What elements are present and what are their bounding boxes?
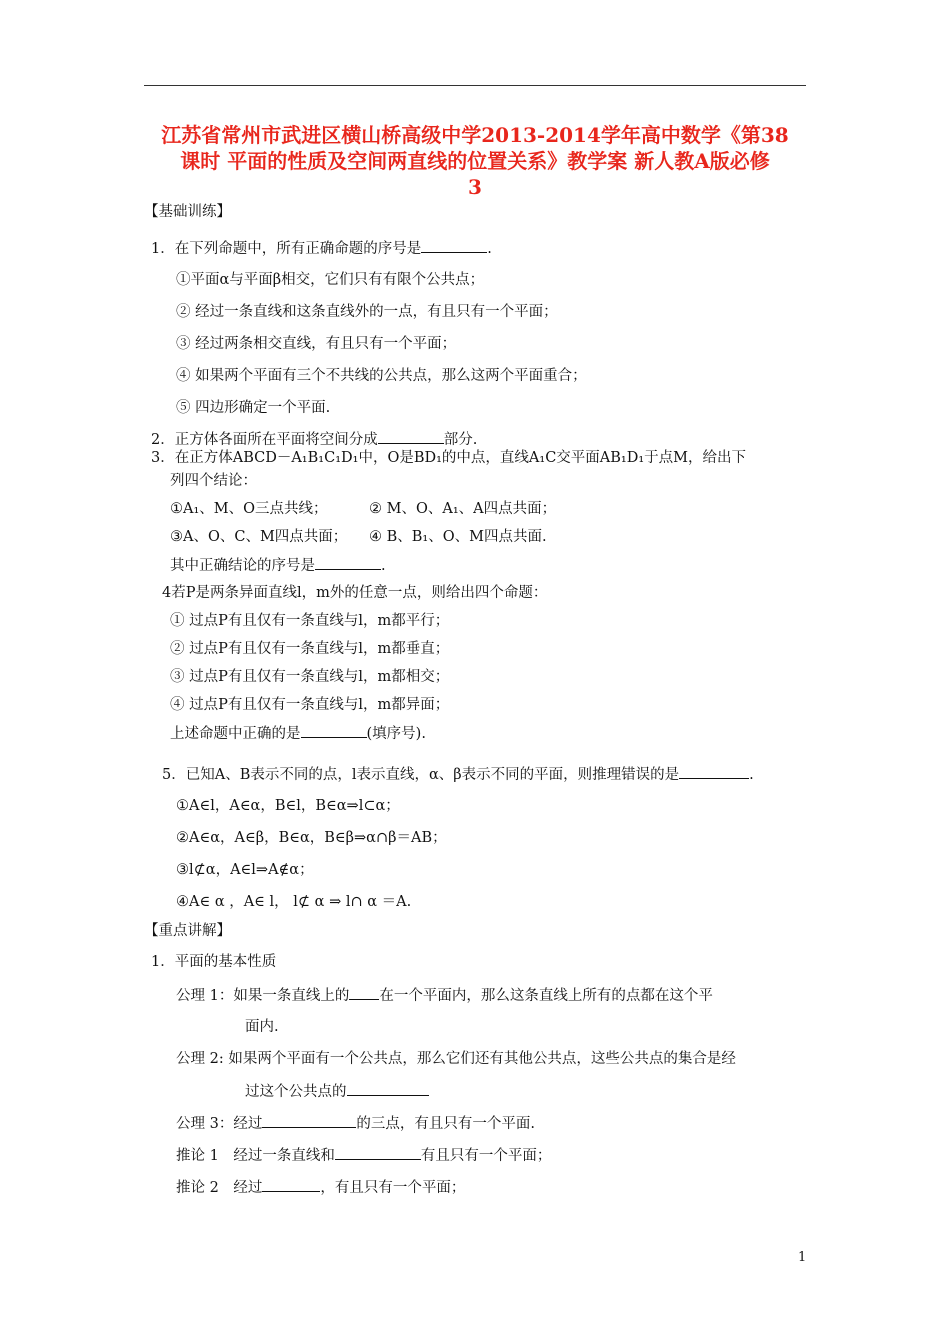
corollary-1-pre: 推论 1 经过一条直线和 [176, 1148, 335, 1164]
axiom-1-post: 在一个平面内，那么这条直线上所有的点都在这个平 [379, 988, 713, 1004]
q3-conclusion-4: ④ B、B₁、O、M四点共面. [369, 529, 547, 545]
q5-option-1: ①A∈l，A∈α，B∈l，B∈α⇒l⊂α； [176, 798, 400, 814]
corollary-2-post: ，有且只有一个平面； [320, 1180, 466, 1196]
corollary-2-pre: 推论 2 经过 [176, 1180, 263, 1196]
axiom-2-line-2-text: 过这个公共点的 [245, 1084, 347, 1100]
title-line-2: 课时 平面的性质及空间两直线的位置关系》教学案 新人教A版必修 [180, 149, 770, 173]
title-line-3: 3 [468, 175, 482, 199]
q1-option-5: ⑤ 四边形确定一个平面. [176, 400, 331, 416]
question-4-stem: 4若P是两条异面直线l，m外的任意一点，则给出四个命题： [162, 585, 548, 601]
q4-option-3: ③ 过点P有且仅有一条直线与l，m都相交； [170, 669, 450, 685]
q1-option-4: ④ 如果两个平面有三个不共线的公共点，那么这两个平面重合； [176, 368, 587, 384]
q3-conclusion-2: ② M、O、A₁、A四点共面； [369, 501, 557, 517]
answer-blank [347, 1081, 429, 1096]
question-2 [151, 429, 477, 450]
corollary-1 [176, 1145, 551, 1166]
section-basic-training-header: 【基础训练】 [144, 204, 231, 220]
q5-option-4: ④A∈ α ，A∈ l， l⊄ α ⇒ l∩ α ＝A. [176, 894, 412, 910]
document-title [144, 122, 806, 200]
q1-option-2: ② 经过一条直线和这条直线外的一点，有且只有一个平面； [176, 304, 558, 320]
question-4-ask-end: (填序号). [366, 726, 426, 742]
axiom-1-continuation: 面内. [245, 1019, 279, 1035]
question-4-ask [170, 723, 426, 744]
key-point-1-heading: 1．平面的基本性质 [151, 954, 277, 970]
q3-conclusion-1: ①A₁、M、O三点共线； [170, 501, 328, 517]
q4-option-4: ④ 过点P有且仅有一条直线与l，m都异面； [170, 697, 450, 713]
answer-blank [262, 1113, 356, 1128]
question-1 [151, 238, 492, 259]
axiom-3 [176, 1113, 535, 1134]
answer-blank [335, 1145, 421, 1160]
axiom-1 [176, 985, 713, 1006]
answer-blank [349, 985, 379, 1000]
axiom-1-pre: 公理 1：如果一条直线上的 [176, 988, 350, 1004]
title-line-1: 江苏省常州市武进区横山桥高级中学2013-2014学年高中数学《第38 [161, 123, 789, 147]
corollary-2 [176, 1177, 465, 1198]
question-5-end: . [749, 767, 754, 783]
q5-option-2: ②A∈α，A∈β，B∈α，B∈β⇒α∩β＝AB； [176, 830, 447, 846]
question-1-stem: 1．在下列命题中，所有正确命题的序号是 [151, 241, 422, 257]
question-3-ask-end: . [381, 558, 386, 574]
q1-option-3: ③ 经过两条相交直线，有且只有一个平面； [176, 336, 457, 352]
axiom-3-post: 的三点，有且只有一个平面. [356, 1116, 535, 1132]
header-rule [144, 85, 806, 86]
q3-conclusion-3: ③A、O、C、M四点共面； [170, 529, 348, 545]
answer-blank [421, 238, 487, 253]
axiom-2-line-1: 公理 2: 如果两个平面有一个公共点，那么它们还有其他公共点，这些公共点的集合是经 [176, 1051, 736, 1067]
q4-option-2: ② 过点P有且仅有一条直线与l，m都垂直； [170, 641, 450, 657]
question-3-ask-text: 其中正确结论的序号是 [170, 558, 315, 574]
answer-blank [301, 723, 367, 738]
answer-blank [315, 555, 381, 570]
question-2-post: 部分. [443, 432, 478, 448]
corollary-1-post: 有且只有一个平面； [420, 1148, 552, 1164]
page-number: 1 [798, 1250, 807, 1265]
question-3-line-1: 3．在正方体ABCD－A₁B₁C₁D₁中，O是BD₁的中点，直线A₁C交平面AB₁D₁于点M，给出下 [151, 450, 747, 466]
axiom-3-pre: 公理 3：经过 [176, 1116, 263, 1132]
question-1-end: . [487, 241, 492, 257]
section-key-points-header: 【重点讲解】 [144, 923, 231, 939]
q4-option-1: ① 过点P有且仅有一条直线与l，m都平行； [170, 613, 450, 629]
answer-blank [262, 1177, 320, 1192]
question-5 [162, 764, 754, 785]
answer-blank [378, 429, 444, 444]
question-3-ask [170, 555, 386, 576]
question-4-ask-text: 上述命题中正确的是 [170, 726, 301, 742]
answer-blank [679, 764, 749, 779]
axiom-2-line-2 [245, 1081, 429, 1102]
question-3-line-2: 列四个结论： [170, 473, 257, 489]
question-5-stem: 5．已知A、B表示不同的点，l表示直线，α、β表示不同的平面，则推理错误的是 [162, 767, 680, 783]
q5-option-3: ③l⊄α，A∈l⇒A∉α； [176, 862, 314, 878]
q1-option-1: ①平面α与平面β相交，它们只有有限个公共点； [176, 272, 485, 288]
question-2-pre: 2．正方体各面所在平面将空间分成 [151, 432, 378, 448]
